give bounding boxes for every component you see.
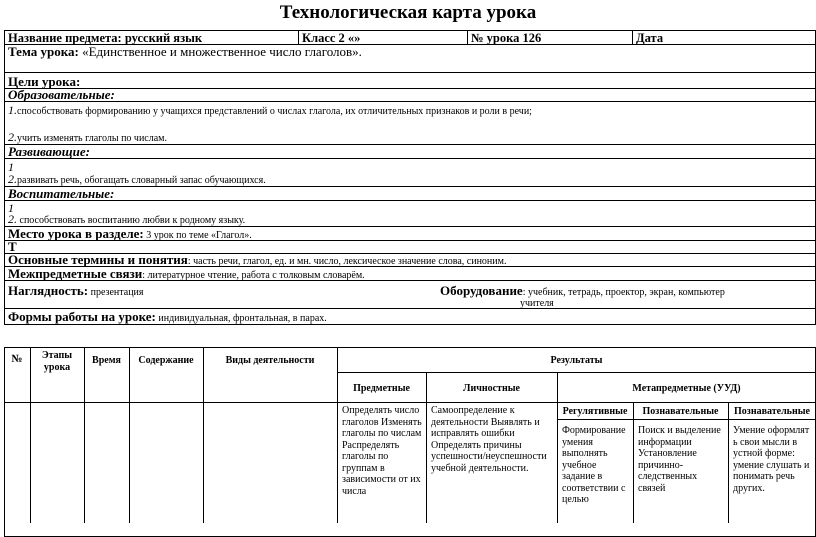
topic-value: «Единственное и множественное число глаголов». [82, 44, 362, 59]
sub-subject: Предметные [353, 383, 410, 394]
lesson-number: № урока 126 [471, 31, 542, 45]
topic-label: Тема урока: [8, 44, 79, 59]
developing-item-1: 1 [8, 160, 14, 174]
class-label: Класс 2 «» [302, 31, 361, 45]
developing-item-2: 2.развивать речь, обогащать словарный запас обучающихся. [8, 172, 266, 186]
educational-item-2: 2.учить изменять глаголы по числам. [8, 130, 167, 144]
upbringing-label: Воспитательные: [8, 186, 115, 201]
interdisciplinary-links: Межпредметные связи: литературное чтение, работа с толковым словарём. [8, 266, 365, 281]
key-terms: Основные термины и понятия: часть речи, глагол, ед. и мн. число, лексическое значение слова, синоним. [8, 252, 507, 267]
educational-item-1: 1.способствовать формированию у учащихся представлений о числах глагола, их отличительных признаков и роли в речи; [8, 103, 532, 117]
row1-cognitive-1: Поиск и выделение информации Установление причинно-следственных связей [638, 425, 721, 494]
col-stages: Этапы урока [41, 350, 73, 373]
lesson-topic [4, 44, 816, 72]
page-title: Технологическая карта урока [279, 2, 537, 23]
lesson-place: Место урока в разделе: 3 урок по теме «Глагол». [8, 226, 252, 241]
row1-cognitive-2: Умение оформлят ь свои мысли в устной форме: умение слушать и понимать речь других. [733, 425, 810, 494]
work-forms: Формы работы на уроке: индивидуальная, фронтальная, в парах. [8, 309, 327, 324]
col-content: Содержание [138, 355, 194, 366]
col-activities: Виды деятельности [225, 355, 315, 366]
col-time: Время [92, 355, 121, 366]
meta-regulatory: Регулятивные [562, 406, 628, 417]
goals-label: Цели урока: [8, 74, 81, 89]
meta-cognitive-2: Познавательные [734, 406, 810, 417]
upbringing-item-2: 2. способствовать воспитанию любви к родному языку. [8, 212, 246, 226]
sub-personal: Личностные [463, 383, 520, 394]
row1-personal: Самоопределение к деятельности Выявлять и исправлять ошибки Определять причины успешности/неуспешности учебной деятельности. [431, 405, 547, 474]
date-label: Дата [636, 31, 664, 45]
sub-meta: Метапредметные (УУД) [632, 383, 741, 394]
upbringing-item-1: 1 [8, 201, 14, 215]
col-results: Результаты [550, 355, 603, 366]
developing-label: Развивающие: [8, 144, 90, 159]
subject-name: Название предмета: русский язык [8, 31, 203, 45]
equipment: Оборудование: учебник, тетрадь, проектор, экран, компьютер [440, 283, 725, 298]
meta-cognitive-1: Познавательные [642, 406, 719, 417]
equipment-continued: учителя [520, 298, 554, 309]
stray-letter: Т [8, 239, 17, 254]
visual-aids: Наглядность: презентация [8, 283, 144, 298]
row1-regulatory: Формирование умения выполнять учебное задание в соответствии с целью [562, 425, 626, 505]
educational-label: Образовательные: [8, 87, 115, 102]
row1-subject: Определять число глаголов Изменять глаголы по числам Распределять глаголы по группам в зависимости от их числа [342, 405, 422, 497]
col-number: № [11, 353, 23, 365]
